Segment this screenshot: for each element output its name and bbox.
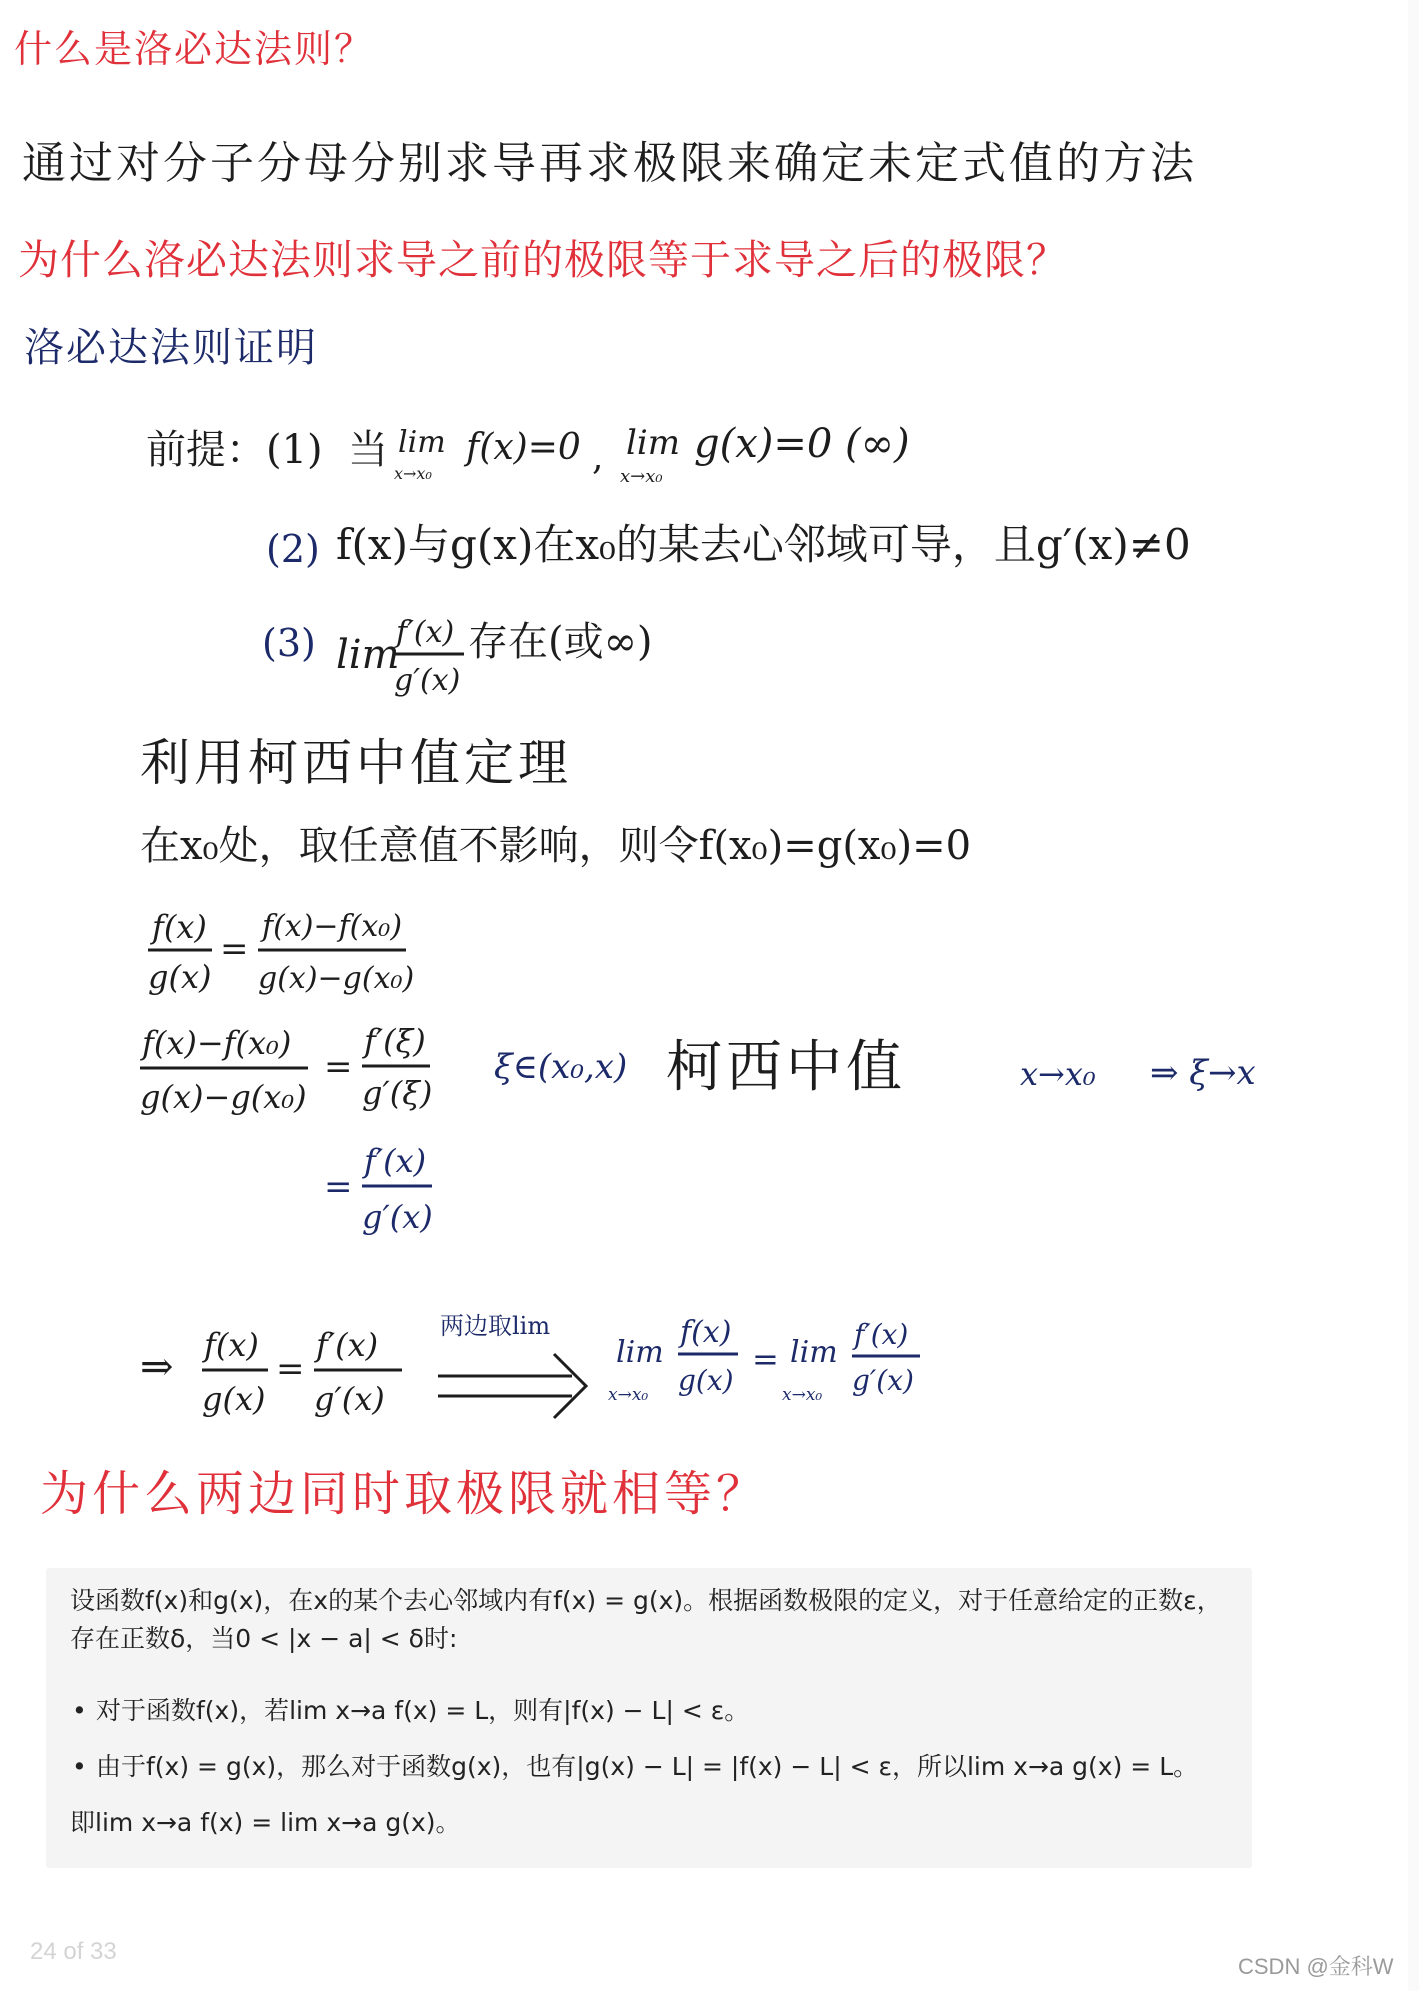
svg-text:=: =	[276, 1349, 305, 1389]
svg-text:=: =	[752, 1340, 779, 1378]
explanation-bullet-2: • 由于f(x) = g(x)，那么对于函数g(x)，也有|g(x) − L| = |f(x) − L| < ε，所以lim x→a g(x) = L。	[70, 1748, 1240, 1786]
premise1-lim2: lim	[626, 423, 680, 463]
svg-text:g′(x): g′(x)	[314, 1380, 385, 1418]
svg-text:x→x₀: x→x₀	[782, 1385, 823, 1405]
explanation-intro: 设函数f(x)和g(x)，在x的某个去心邻域内有f(x) = g(x)。根据函数极限的定义，对于任意给定的正数ε，存在正数δ，当0 < |x − a| < δ时:	[70, 1586, 1222, 1653]
svg-text:=: =	[324, 1167, 353, 1207]
svg-text:x→x₀: x→x₀	[608, 1385, 649, 1405]
premise1-dang: 当	[348, 427, 388, 473]
cauchy-theorem-note: 利用柯西中值定理	[140, 734, 572, 792]
svg-text:lim: lim	[616, 1335, 664, 1370]
svg-text:=: =	[220, 929, 249, 969]
svg-text:f(x): f(x)	[152, 908, 207, 946]
premise2-text: f(x)与g(x)在x₀的某去心邻域可导，且g′(x)≠0	[336, 520, 1191, 569]
svg-text:=: =	[324, 1047, 353, 1087]
svg-text:g(x)−g(x₀): g(x)−g(x₀)	[258, 961, 415, 996]
premise3-text: 存在(或∞)	[468, 619, 653, 665]
svg-text:g(x): g(x)	[678, 1364, 734, 1397]
x-to-x0-note: x→x₀	[1020, 1055, 1096, 1093]
premise1-lim-sub: x→x₀	[394, 464, 432, 483]
svg-text:lim: lim	[336, 632, 400, 678]
svg-text:f(x)−f(x₀): f(x)−f(x₀)	[142, 1024, 292, 1062]
premise3-lim-fraction	[336, 600, 466, 710]
cauchy-mean-value-note: 柯西中值	[666, 1035, 906, 1100]
fraction-f-over-g-equals	[146, 898, 426, 1008]
explanation-list	[70, 1692, 1240, 1804]
svg-text:g′(x): g′(x)	[394, 663, 461, 698]
svg-text:g(x)−g(x₀): g(x)−g(x₀)	[140, 1078, 307, 1116]
premise2-number: (2)	[266, 527, 320, 571]
svg-text:g′(x): g′(x)	[362, 1198, 433, 1236]
xi-interval-note: ξ∈(x₀,x)	[494, 1047, 628, 1087]
svg-text:f(x): f(x)	[680, 1315, 732, 1350]
set-x0-note: 在x₀处，取任意值不影响，则令f(x₀)=g(x₀)=0	[140, 823, 972, 869]
svg-text:g(x): g(x)	[148, 958, 212, 996]
xi-to-x-note: ⇒ ξ→x	[1150, 1053, 1256, 1093]
premise1-lim2-sub: x→x₀	[620, 466, 663, 487]
premise3-number: (3)	[262, 621, 316, 665]
premise1-g-zero: g(x)=0 (∞)	[694, 421, 910, 467]
question-what-is-lhopital: 什么是洛必达法则？	[14, 27, 375, 71]
premise1-f-zero: f(x)=0	[466, 427, 581, 468]
svg-text:f′(x): f′(x)	[364, 1142, 427, 1180]
explanation-conclusion: 即lim x→a f(x) = lim x→a g(x)。	[70, 1808, 461, 1837]
take-limit-both-sides-label: 两边取lim	[440, 1312, 551, 1340]
svg-text:f′(x): f′(x)	[396, 615, 455, 650]
watermark: CSDN @金科W	[1238, 1954, 1394, 1979]
proof-title: 洛必达法则证明	[24, 325, 318, 371]
svg-text:g(x): g(x)	[202, 1380, 266, 1418]
premise-label: 前提：(1)	[146, 427, 323, 473]
explanation-bullet-1: • 对于函数f(x)，若lim x→a f(x) = L，则有|f(x) − L| < ε。	[70, 1692, 1240, 1730]
typed-explanation-block	[46, 1568, 1252, 1868]
svg-text:f′(ξ): f′(ξ)	[364, 1022, 426, 1060]
svg-text:f(x): f(x)	[204, 1326, 259, 1364]
svg-text:f′(x): f′(x)	[316, 1326, 379, 1364]
scrollbar-track[interactable]	[1408, 0, 1419, 1991]
question-why-equal: 为什么洛必达法则求导之前的极限等于求导之后的极限？	[18, 236, 1068, 284]
svg-text:g′(ξ): g′(ξ)	[362, 1074, 433, 1112]
svg-text:lim: lim	[790, 1335, 838, 1370]
question-why-limits-equal: 为什么两边同时取极限就相等？	[40, 1466, 769, 1522]
premise1-lim: lim	[398, 425, 446, 460]
svg-text:g′(x): g′(x)	[852, 1364, 914, 1397]
svg-text:⇒: ⇒	[140, 1344, 174, 1390]
page-indicator: 24 of 33	[30, 1938, 117, 1965]
definition-line: 通过对分子分母分别求导再求极限来确定未定式值的方法	[22, 138, 1197, 189]
premise1-comma: ,	[592, 437, 604, 478]
svg-text:f′(x): f′(x)	[854, 1318, 909, 1351]
svg-text:f(x)−f(x₀): f(x)−f(x₀)	[262, 909, 403, 944]
fraction-cauchy-step	[140, 1010, 460, 1260]
